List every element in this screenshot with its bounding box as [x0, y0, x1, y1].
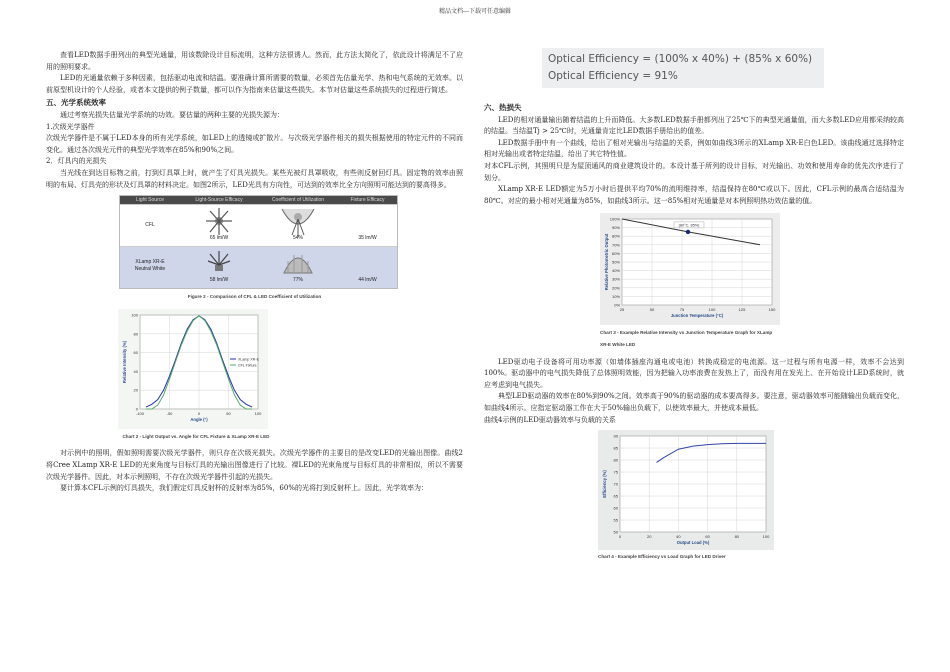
y-tick-label: 80: [613, 457, 618, 463]
y-tick-label: 55: [613, 517, 618, 523]
paragraph: 对示例中的照明，假如照明需要次级光学器件，则只存在次级光损失。次级光学器件的主要目的是改变LED的光输出图像。曲线2将Cree XLamp XR-E LED的光束角度与目标灯具的光输出图像进行了比较。裸LED的光束角度与目标灯具的非常相似，所以不需要次级光学器件。因此，对本示例照明，不存在次级光学器件引起的光损失。: [46, 449, 463, 481]
column-header: Light-Source Efficacy: [195, 197, 243, 204]
y-tick-label: 0: [135, 406, 138, 412]
subheading: 1.次级光学器件: [46, 122, 95, 131]
y-tick-label: 60: [613, 505, 618, 511]
x-tick-label: 125: [738, 307, 746, 313]
fixture-value: 44 lm/W: [358, 276, 377, 283]
chart-4-svg: [598, 430, 774, 550]
y-tick-label: 70: [613, 481, 618, 487]
legend-label: CFL Fixture: [238, 363, 257, 368]
cu-cell: [258, 247, 338, 288]
column-header: Light Source: [135, 197, 165, 204]
paragraph: 通过考察光损失估量光学系统的功效。要估量的两种主要的光损失源为：: [60, 110, 284, 119]
x-tick-label: 150: [768, 307, 776, 313]
fixture-cell: [338, 247, 397, 288]
y-tick-label: 90%: [611, 225, 620, 231]
legend-label: XLamp XR-E: [238, 357, 259, 362]
x-tick-label: 0: [618, 534, 622, 540]
x-tick-label: 0: [197, 410, 201, 416]
y-axis-label: Relative Intensity (%): [122, 340, 127, 383]
x-tick-label: 100: [708, 307, 716, 313]
column-header: Coefficient of Utilization: [271, 197, 325, 204]
right-column: [484, 48, 904, 563]
paragraph: 典型LED驱动器的效率在80%到90%之间。效率高于90%的驱动器的成本要高得多。要注意，驱动器效率可能随输出负载而变化，如曲线4所示。应指定驱动器工作在大于50%输出负载下，以使效率最大，并使成本最低。: [484, 392, 904, 412]
y-tick-label: 90: [613, 433, 618, 439]
left-column: [46, 50, 463, 495]
paragraph: 要计算本CFL示例的灯具损失，我们假定灯具反射杯的反射率为85%，60%的光将打到反射杯上。因此，光学效率为：: [60, 484, 428, 493]
table-header: [120, 196, 397, 204]
paragraph: LED的光通量依赖于多种因素，包括驱动电流和结温。要准确计算所需要的数量，必须首先估量光学、热和电气系统的无效率。以前原型机设计的个人经验，或者本文提供的例子数量，都可以作为指南来估量这些损失。本节对估量这些系统损失的过程进行简述。: [46, 74, 463, 94]
efficacy-value: 65 lm/W: [209, 234, 229, 241]
cu-value: 77%: [292, 276, 303, 283]
x-tick-label: 40: [676, 534, 681, 540]
x-tick-label: 25: [619, 307, 625, 313]
y-tick-label: 0%: [614, 302, 620, 308]
light-source-name: CFL: [145, 222, 155, 229]
y-tick-label: 85: [613, 445, 618, 451]
light-source-name: XLamp XR-E Neutral White: [134, 259, 166, 273]
y-tick-label: 50: [613, 529, 618, 535]
chart-caption: Chart 3 - Example Relative Intensity vs Junction Temperature Graph for XLamp XR-E White LED: [600, 330, 773, 347]
y-tick-label: 20%: [611, 285, 620, 291]
paragraph: 查看LED数据手册列出的典型光通量，用该数除设计目标流明，这种方法很诱人。然而，此方法太简化了，依此设计将满足不了应用的照明要求。: [46, 51, 463, 71]
formula-line: Optical Efficiency = 91%: [548, 70, 678, 82]
y-tick-label: 60%: [611, 251, 620, 257]
x-tick-label: 80: [734, 534, 740, 540]
y-tick-label: 60: [133, 349, 138, 355]
figure-caption: Figure 2 - Comparison of CFL & LED Coefficient of Utilization: [187, 294, 322, 300]
paragraph: XLamp XR-E LED额定为5万小时后提供平均70%的流明维持率，结温保持在80℃或以下。因此，CFL示例的最高合适结温为80℃。对应的最小相对光通量为85%，如曲线3所示。这一85%相对光通量是对本例照明热功效估量的值。: [484, 185, 904, 205]
x-tick-label: -50: [166, 410, 173, 416]
formula-box: [542, 48, 824, 88]
paragraph: 对本CFL示例，其照明只是为屋顶通风的商业建筑设计的。本设计基于所列的设计目标，对光输出、功效和使用寿命的优先次序进行了划分。: [484, 161, 904, 182]
y-tick-label: 80: [133, 331, 138, 337]
chart-3: [600, 213, 780, 325]
y-tick-label: 10%: [611, 294, 620, 300]
x-tick-label: 75: [679, 307, 685, 313]
y-tick-label: 40: [133, 368, 138, 374]
y-tick-label: 80%: [611, 234, 620, 240]
chart-caption: Chart 2 - Light Output vs. Angle for CFL Fixture & XLamp XR-E LED: [122, 433, 270, 439]
cu-value: 54%: [292, 234, 303, 241]
efficacy-value: 58 lm/W: [209, 276, 229, 283]
column-header: Fixture Efficacy: [350, 197, 385, 204]
page-header: 精品文档---下载可任意编辑: [438, 8, 512, 15]
paragraph: LED驱动电子设备将可用功率源（如墙体插座沟通电或电池）转换成稳定的电流源。这一过程与所有电源一样，效率不会达到100%。驱动器中的电气损失降低了总体照明效能，因为把输入功率浪费在发热上了，而没有用在发光上、在开始设计LED系统时，就应考虑到电气损失。: [484, 357, 904, 389]
chart-2-svg: [118, 309, 268, 429]
chart-caption: Chart 4 - Example Efficiency vs Load Graph for LED Driver: [598, 554, 726, 560]
annotation-label: (80°C, 85%): [678, 223, 700, 228]
y-tick-label: 20: [133, 387, 138, 393]
y-axis-label: Relative Photometric Output: [604, 234, 609, 291]
efficacy-cell: [180, 205, 258, 246]
y-tick-label: 70%: [611, 242, 620, 248]
x-tick-label: -100: [135, 410, 145, 416]
paragraph: LED数据手册中有一个曲线，给出了相对光输出与结温的关系，例如如曲线3所示的XLamp XR-E白色LED。该曲线通过选择特定相对光输出或者特定结温，给出了其它特性值。: [484, 138, 904, 159]
table-row: [120, 204, 397, 246]
formula-line: Optical Efficiency = (100% x 40%) + (85% x 60%): [548, 53, 813, 65]
x-tick-label: 60: [705, 534, 710, 540]
chart-2: [118, 309, 268, 429]
y-tick-label: 40%: [611, 268, 620, 274]
x-tick-label: 20: [646, 534, 652, 540]
section-heading: 六、热损失: [484, 103, 522, 112]
x-axis-label: Junction Temperature (°C): [670, 313, 724, 319]
chart-4: [598, 430, 774, 550]
y-tick-label: 50%: [611, 259, 620, 265]
fixture-cell: [338, 205, 397, 246]
x-tick-label: 50: [226, 410, 231, 416]
section-heading: 五、光学系统效率: [46, 98, 106, 108]
subheading: 2．灯具内的光损失: [46, 157, 107, 166]
data-point: [686, 230, 690, 234]
y-tick-label: 65: [613, 493, 618, 499]
x-tick-label: 100: [762, 534, 770, 540]
x-axis-label: Angle (°): [190, 416, 208, 422]
y-tick-label: 100%: [609, 216, 620, 222]
efficacy-cell: [180, 247, 258, 288]
y-axis-label: Efficiency (%): [602, 470, 607, 498]
y-tick-label: 100: [131, 312, 138, 318]
cu-cell: [258, 205, 338, 246]
x-axis-label: Output Load (%): [676, 540, 710, 546]
paragraph: LED的相对通量输出随着结温的上升而降低。大多数LED数据手册都列出了25℃下的典型光通量值，而大多数LED应用都采纳较高的结温。当结温Tj > 25℃时，光通量肯定比LED数据手册给出的值差。: [484, 115, 904, 136]
fixture-value: 35 lm/W: [358, 234, 377, 241]
paragraph: 曲线4示例的LED驱动器效率与负载的关系: [484, 415, 616, 424]
y-tick-label: 75: [613, 469, 618, 475]
table-row: [120, 246, 397, 288]
paragraph: 次级光学器件是不属于LED本身的所有光学系统，如LED上的透镜或扩散片。与次级光学器件相关的损失根据使用的特定元件的不同而变化。通过各次级光元件的典型光学效率在85%和90%之间。: [46, 134, 463, 154]
x-tick-label: 50: [649, 307, 655, 313]
y-tick-label: 30%: [611, 277, 620, 283]
paragraph: 当光线在到达目标物之前，打到灯具罩上时，就产生了灯具光损失。某些光被灯具罩吸收，有些则反射回灯具。固定物的效率由照明的布局、灯具壳的形状及灯具罩的材料决定。如图2所示，LED光具有方向性，可达到的效率比全方向照明可能达到的要高得多。: [46, 168, 463, 189]
chart-3-svg: [600, 213, 780, 325]
x-tick-label: 100: [254, 410, 262, 416]
figure-2-table: [119, 195, 398, 289]
